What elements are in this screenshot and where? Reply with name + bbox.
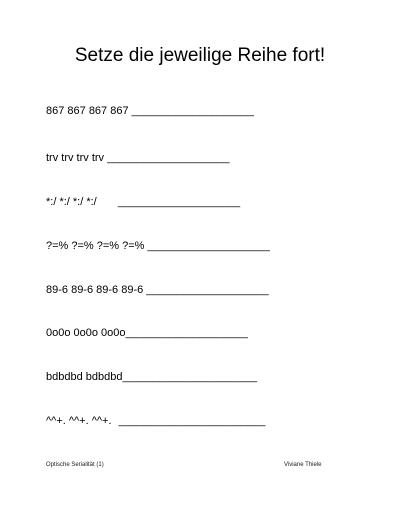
sequence-pattern: ^^+. ^^+. ^^+. [46, 415, 112, 427]
sequence-pattern: 0o0o 0o0o 0o0o [46, 327, 126, 339]
sequence-row-2 [46, 151, 229, 165]
footer-title: Optische Serialität (1) [46, 462, 104, 468]
answer-blank: ____________________ [147, 240, 270, 252]
sequence-row-3 [46, 195, 240, 209]
sequence-row-1 [46, 104, 254, 118]
sequence-row-7 [46, 370, 257, 384]
sequence-pattern: 867 867 867 867 [46, 105, 129, 117]
sequence-pattern: *:/ *:/ *:/ *:/ [46, 196, 97, 208]
sequence-row-8 [46, 414, 265, 428]
footer-author: Viviane Thiele [284, 462, 322, 468]
sequence-pattern: trv trv trv trv [46, 152, 105, 164]
sequence-row-5 [46, 283, 269, 297]
answer-blank: ____________________ [131, 105, 255, 117]
sequence-pattern: bdbdbd bdbdbd [46, 371, 123, 383]
answer-blank: ____________________ [125, 327, 248, 339]
sequence-pattern: 89-6 89-6 89-6 89-6 [46, 284, 144, 296]
sequence-row-6 [46, 326, 248, 340]
sequence-row-4 [46, 239, 270, 253]
answer-blank: ____________________ [117, 196, 241, 208]
answer-blank: ____________________ [107, 152, 230, 164]
sequence-pattern: ?=% ?=% ?=% ?=% [46, 240, 145, 252]
answer-blank: ________________________ [118, 415, 266, 427]
answer-blank: ____________________ [146, 284, 269, 296]
worksheet-title: Setze die jeweilige Reihe fort! [74, 45, 326, 66]
answer-blank: ______________________ [122, 371, 258, 383]
